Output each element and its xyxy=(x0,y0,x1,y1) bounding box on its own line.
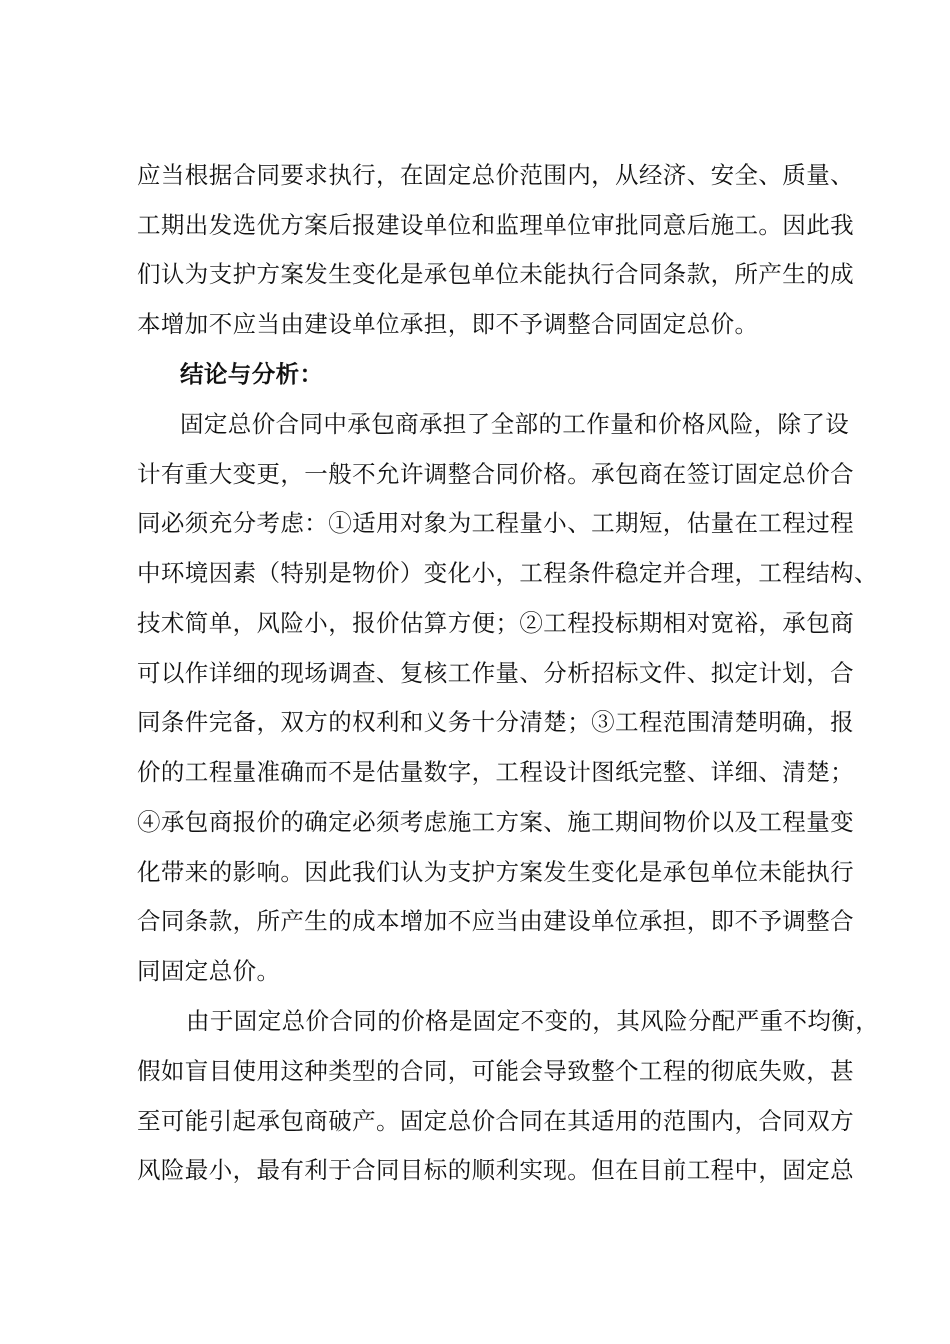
text-line: 计有重大变更，一般不允许调整合同价格。承包商在签订固定总价合 xyxy=(137,460,854,488)
text-line: 化带来的影响。因此我们认为支护方案发生变化是承包单位未能执行 xyxy=(137,858,854,886)
text-line: 合同条款，所产生的成本增加不应当由建设单位承担，即不予调整合 xyxy=(137,907,854,935)
text-line: 同条件完备，双方的权利和义务十分清楚；③工程范围清楚明确，报 xyxy=(137,708,854,736)
text-line: 固定总价合同中承包商承担了全部的工作量和价格风险，除了设 xyxy=(180,410,850,438)
text-line: 假如盲目使用这种类型的合同，可能会导致整个工程的彻底失败，甚 xyxy=(137,1057,854,1085)
text-line: 技术简单，风险小，报价估算方便；②工程投标期相对宽裕，承包商 xyxy=(137,609,854,637)
text-line: 应当根据合同要求执行，在固定总价范围内，从经济、安全、质量、 xyxy=(137,161,854,189)
text-line: 可以作详细的现场调查、复核工作量、分析招标文件、拟定计划，合 xyxy=(137,659,854,687)
text-line: 由于固定总价合同的价格是固定不变的，其风险分配严重不均衡， xyxy=(186,1007,880,1035)
text-line: 风险最小，最有利于合同目标的顺利实现。但在目前工程中，固定总 xyxy=(137,1156,854,1184)
text-line: 工期出发选优方案后报建设单位和监理单位审批同意后施工。因此我 xyxy=(137,211,854,239)
text-line: 们认为支护方案发生变化是承包单位未能执行合同条款，所产生的成 xyxy=(137,260,854,288)
section-heading: 结论与分析： xyxy=(180,360,324,388)
text-line: 中环境因素（特别是物价）变化小，工程条件稳定并合理，工程结构、 xyxy=(137,559,878,587)
text-line: 同必须充分考虑：①适用对象为工程量小、工期短，估量在工程过程 xyxy=(137,509,854,537)
text-line: 同固定总价。 xyxy=(137,957,281,985)
text-line: 本增加不应当由建设单位承担，即不予调整合同固定总价。 xyxy=(137,310,759,338)
text-line: ④承包商报价的确定必须考虑施工方案、施工期间物价以及工程量变 xyxy=(137,808,854,836)
text-line: 价的工程量准确而不是估量数字，工程设计图纸完整、详细、清楚； xyxy=(137,758,854,786)
text-line: 至可能引起承包商破产。固定总价合同在其适用的范围内，合同双方 xyxy=(137,1107,854,1135)
